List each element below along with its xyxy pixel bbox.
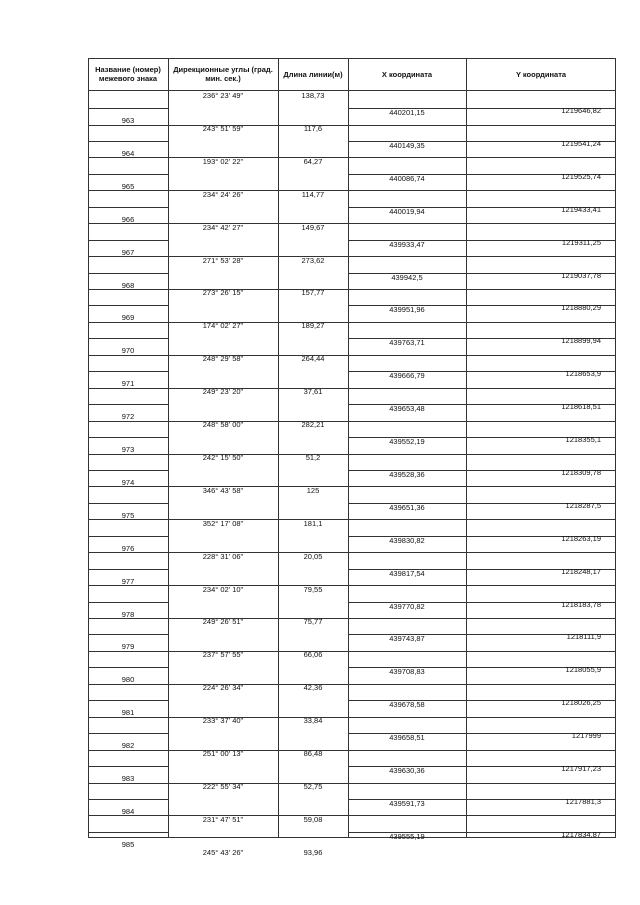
point-name: 983 bbox=[121, 774, 135, 783]
y-coordinate: 1218287,5 bbox=[565, 501, 601, 510]
point-name: 984 bbox=[121, 807, 135, 816]
table-row-line bbox=[88, 240, 168, 241]
direction-angle: 234° 42' 27" bbox=[202, 223, 244, 232]
table-row-line bbox=[88, 355, 168, 356]
line-length: 273,62 bbox=[301, 256, 325, 265]
y-coordinate: 1218880,29 bbox=[561, 303, 601, 312]
point-name: 968 bbox=[121, 281, 135, 290]
y-coordinate: 1218899,94 bbox=[561, 336, 601, 345]
table-row-line bbox=[88, 651, 168, 652]
x-coordinate: 439830,82 bbox=[389, 536, 425, 545]
y-coordinate: 1219541,24 bbox=[561, 139, 601, 148]
direction-angle: 251° 00' 13" bbox=[202, 749, 244, 758]
y-coordinate: 1218618,51 bbox=[561, 402, 601, 411]
y-coordinate: 1218026,25 bbox=[561, 698, 601, 707]
table-row-line bbox=[88, 421, 168, 422]
x-coordinate: 440019,94 bbox=[389, 207, 425, 216]
point-name: 975 bbox=[121, 511, 135, 520]
point-name: 985 bbox=[121, 840, 135, 849]
header-x: X координата bbox=[381, 69, 433, 79]
line-length: 93,96 bbox=[303, 848, 323, 857]
table-row-line bbox=[88, 832, 168, 833]
table-row-line bbox=[348, 618, 616, 619]
table-row-line bbox=[88, 634, 168, 635]
x-coordinate: 439651,36 bbox=[389, 503, 425, 512]
header-angles: Дирекционные углы (град. мин. сек.) bbox=[173, 65, 273, 83]
table-row-line bbox=[88, 750, 168, 751]
y-coordinate: 1218055,9 bbox=[565, 665, 601, 674]
point-name: 972 bbox=[121, 412, 135, 421]
y-coordinate: 1219037,78 bbox=[561, 271, 601, 280]
table-row-line bbox=[88, 273, 168, 274]
line-length: 157,77 bbox=[301, 288, 325, 297]
point-name: 978 bbox=[121, 610, 135, 619]
header-y: Y координата bbox=[515, 69, 567, 79]
table-row-line bbox=[88, 58, 616, 59]
table-row-line bbox=[88, 207, 168, 208]
table-row-line bbox=[88, 141, 168, 142]
x-coordinate: 439763,71 bbox=[389, 338, 425, 347]
x-coordinate: 439555,19 bbox=[389, 832, 425, 841]
point-name: 976 bbox=[121, 544, 135, 553]
table-row-line bbox=[348, 585, 616, 586]
table-row-line bbox=[88, 125, 168, 126]
table-row-line bbox=[88, 338, 168, 339]
direction-angle: 228° 31' 06" bbox=[202, 552, 244, 561]
table-row-line bbox=[88, 404, 168, 405]
y-coordinate: 1218355,1 bbox=[565, 435, 601, 444]
table-row-line bbox=[88, 470, 168, 471]
table-row-line bbox=[88, 437, 168, 438]
point-name: 979 bbox=[121, 642, 135, 651]
header-length: Длина линии(м) bbox=[283, 69, 343, 79]
direction-angle: 236° 23' 49" bbox=[202, 91, 244, 100]
line-length: 20,05 bbox=[303, 552, 323, 561]
y-coordinate: 1218309,78 bbox=[561, 468, 601, 477]
y-coordinate: 1219311,25 bbox=[561, 238, 601, 247]
line-length: 66,06 bbox=[303, 650, 323, 659]
point-name: 981 bbox=[121, 708, 135, 717]
y-coordinate: 1219646,82 bbox=[561, 106, 601, 115]
table-row-line bbox=[348, 684, 616, 685]
table-row-line bbox=[88, 108, 168, 109]
table-row-line bbox=[88, 717, 168, 718]
table-row-line bbox=[348, 454, 616, 455]
table-row-line bbox=[348, 750, 616, 751]
point-name: 982 bbox=[121, 741, 135, 750]
point-name: 966 bbox=[121, 215, 135, 224]
direction-angle: 234° 02' 10" bbox=[202, 585, 244, 594]
table-row-line bbox=[88, 602, 168, 603]
direction-angle: 346° 43' 58" bbox=[202, 486, 244, 495]
x-coordinate: 440149,35 bbox=[389, 141, 425, 150]
direction-angle: 248° 58' 00" bbox=[202, 420, 244, 429]
line-length: 189,27 bbox=[301, 321, 325, 330]
x-coordinate: 439942,5 bbox=[391, 273, 423, 282]
table-row-line bbox=[348, 815, 616, 816]
x-coordinate: 439658,51 bbox=[389, 733, 425, 742]
line-length: 75,77 bbox=[303, 617, 323, 626]
x-coordinate: 439817,54 bbox=[389, 569, 425, 578]
table-row-line bbox=[348, 651, 616, 652]
table-row-line bbox=[348, 783, 616, 784]
y-coordinate: 1217999 bbox=[571, 731, 601, 740]
x-coordinate: 439708,83 bbox=[389, 667, 425, 676]
y-coordinate: 1219525,74 bbox=[561, 172, 601, 181]
table-row-line bbox=[88, 305, 168, 306]
x-coordinate: 439630,36 bbox=[389, 766, 425, 775]
table-row-line bbox=[348, 519, 616, 520]
table-row-line bbox=[88, 783, 168, 784]
line-length: 117,6 bbox=[303, 124, 323, 133]
line-length: 125 bbox=[306, 486, 320, 495]
table-row-line bbox=[88, 503, 168, 504]
table-row-line bbox=[88, 454, 168, 455]
point-name: 980 bbox=[121, 675, 135, 684]
table-row-line bbox=[348, 190, 616, 191]
x-coordinate: 439933,47 bbox=[389, 240, 425, 249]
line-length: 33,84 bbox=[303, 716, 323, 725]
x-coordinate: 439678,58 bbox=[389, 700, 425, 709]
line-length: 114,77 bbox=[301, 190, 325, 199]
table-row-line bbox=[88, 684, 168, 685]
table-row-line bbox=[348, 289, 616, 290]
table-row-line bbox=[348, 355, 616, 356]
direction-angle: 271° 53' 28" bbox=[202, 256, 244, 265]
x-coordinate: 440086,74 bbox=[389, 174, 425, 183]
point-name: 973 bbox=[121, 445, 135, 454]
table-row-line bbox=[88, 799, 168, 800]
line-length: 37,61 bbox=[303, 387, 323, 396]
table-row-line bbox=[348, 223, 616, 224]
table-row-line bbox=[348, 421, 616, 422]
direction-angle: 242° 15' 50" bbox=[202, 453, 244, 462]
direction-angle: 249° 23' 20" bbox=[202, 387, 244, 396]
direction-angle: 248° 29' 58" bbox=[202, 354, 244, 363]
y-coordinate: 1218183,78 bbox=[561, 600, 601, 609]
line-length: 282,21 bbox=[301, 420, 325, 429]
table-row-line bbox=[348, 717, 616, 718]
line-length: 181,1 bbox=[303, 519, 323, 528]
x-coordinate: 439951,96 bbox=[389, 305, 425, 314]
point-name: 977 bbox=[121, 577, 135, 586]
direction-angle: 352° 17' 08" bbox=[202, 519, 244, 528]
table-row-line bbox=[88, 322, 168, 323]
table-row-line bbox=[88, 766, 168, 767]
line-length: 138,73 bbox=[301, 91, 325, 100]
direction-angle: 174° 02' 27" bbox=[202, 321, 244, 330]
y-coordinate: 1219433,41 bbox=[561, 205, 601, 214]
y-coordinate: 1217881,3 bbox=[565, 797, 601, 806]
line-length: 79,55 bbox=[303, 585, 323, 594]
direction-angle: 237° 57' 55" bbox=[202, 650, 244, 659]
table-row-line bbox=[88, 371, 168, 372]
direction-angle: 273° 26' 15" bbox=[202, 288, 244, 297]
y-coordinate: 1218263,19 bbox=[561, 534, 601, 543]
table-row-line bbox=[348, 157, 616, 158]
table-row-line bbox=[88, 733, 168, 734]
line-length: 149,67 bbox=[301, 223, 325, 232]
x-coordinate: 439743,87 bbox=[389, 634, 425, 643]
table-row-line bbox=[88, 536, 168, 537]
point-name: 969 bbox=[121, 313, 135, 322]
line-length: 52,75 bbox=[303, 782, 323, 791]
table-row-line bbox=[88, 700, 168, 701]
line-length: 86,48 bbox=[303, 749, 323, 758]
point-name: 974 bbox=[121, 478, 135, 487]
header-name: Название (номер) межевого знака bbox=[95, 65, 161, 83]
line-length: 42,36 bbox=[303, 683, 323, 692]
y-coordinate: 1218111,9 bbox=[566, 632, 601, 641]
line-length: 51,2 bbox=[305, 453, 321, 462]
table-row-line bbox=[348, 486, 616, 487]
x-coordinate: 439666,79 bbox=[389, 371, 425, 380]
point-name: 964 bbox=[121, 149, 135, 158]
table-row-line bbox=[348, 125, 616, 126]
y-coordinate: 1217834,87 bbox=[561, 830, 601, 839]
x-coordinate: 439591,73 bbox=[389, 799, 425, 808]
direction-angle: 243° 51' 59" bbox=[202, 124, 244, 133]
x-coordinate: 439552,19 bbox=[389, 437, 425, 446]
y-coordinate: 1218248,17 bbox=[561, 567, 601, 576]
direction-angle: 245° 43' 26" bbox=[202, 848, 244, 857]
table-row-line bbox=[88, 388, 168, 389]
x-coordinate: 439653,48 bbox=[389, 404, 425, 413]
table-row-line bbox=[88, 569, 168, 570]
direction-angle: 193° 02' 22" bbox=[202, 157, 244, 166]
table-column-line bbox=[615, 58, 616, 838]
y-coordinate: 1218653,9 bbox=[565, 369, 601, 378]
direction-angle: 231° 47' 51" bbox=[202, 815, 244, 824]
point-name: 965 bbox=[121, 182, 135, 191]
direction-angle: 233° 37' 40" bbox=[202, 716, 244, 725]
point-name: 971 bbox=[121, 379, 135, 388]
x-coordinate: 440201,15 bbox=[389, 108, 425, 117]
direction-angle: 222° 55' 34" bbox=[202, 782, 244, 791]
x-coordinate: 439528,36 bbox=[389, 470, 425, 479]
table-row-line bbox=[348, 552, 616, 553]
coordinates-table bbox=[88, 58, 616, 857]
x-coordinate: 439770,82 bbox=[389, 602, 425, 611]
point-name: 963 bbox=[121, 116, 135, 125]
table-row-line bbox=[348, 322, 616, 323]
line-length: 264,44 bbox=[301, 354, 325, 363]
direction-angle: 249° 26' 51" bbox=[202, 617, 244, 626]
direction-angle: 234° 24' 26" bbox=[202, 190, 244, 199]
table-row-line bbox=[348, 388, 616, 389]
line-length: 59,08 bbox=[303, 815, 323, 824]
table-column-line bbox=[466, 58, 467, 838]
direction-angle: 224° 26' 34" bbox=[202, 683, 244, 692]
table-row-line bbox=[348, 256, 616, 257]
point-name: 970 bbox=[121, 346, 135, 355]
table-row-line bbox=[88, 667, 168, 668]
point-name: 967 bbox=[121, 248, 135, 257]
table-row-line bbox=[88, 174, 168, 175]
y-coordinate: 1217917,23 bbox=[561, 764, 601, 773]
line-length: 64,27 bbox=[303, 157, 323, 166]
